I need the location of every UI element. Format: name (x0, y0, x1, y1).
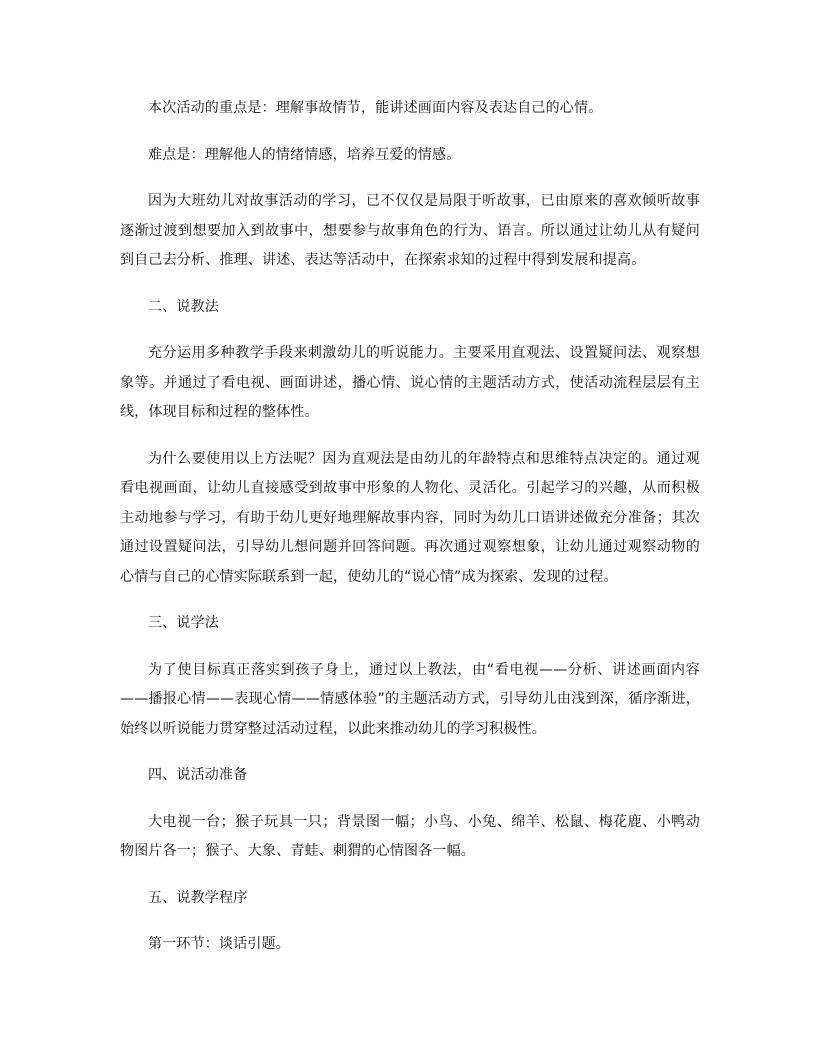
section-heading-teaching-method: 二、说教法 (148, 298, 219, 315)
teaching-method-paragraph: 充分运用多种教学手段来刺激幼儿的听说能力。主要采用直观法、设置疑问法、观察想象等。并通过了看电视、画面讲述，播心情、说心情的主题活动方式，使活动流程层层有主线，体现目标和过程的整体性。 (120, 345, 700, 420)
section-heading-procedure: 五、说教学程序 (148, 889, 248, 906)
learning-method-paragraph: 为了使目标真正落实到孩子身上，通过以上教法，由“看电视——分析、讲述画面内容——播报心情——表现心情——情感体验”的主题活动方式，引导幼儿由浅到深，循序渐进，始终以听说能力贯穿整过活动过程，以此来推动幼儿的学习积极性。 (120, 661, 700, 737)
key-points-paragraph: 本次活动的重点是：理解事故情节，能讲述画面内容及表达自己的心情。 (148, 100, 603, 116)
rationale-paragraph: 因为大班幼儿对故事活动的学习，已不仅仅是局限于听故事，已由原来的喜欢倾听故事逐渐过渡到想要加入到故事中，想要参与故事角色的行为、语言。所以通过让幼儿从有疑问到自己去分析、推理、讲述、表达等活动中，在探索求知的过程中得到发展和提高。 (120, 193, 700, 268)
difficulty-paragraph: 难点是：理解他人的情绪情感，培养互爱的情感。 (148, 146, 461, 163)
document-body (120, 94, 700, 977)
section-heading-learning-method: 三、说学法 (148, 615, 219, 631)
first-step-paragraph: 第一环节：谈话引题。 (148, 936, 290, 952)
preparation-paragraph: 大电视一台；猴子玩具一只；背景图一幅；小鸟、小兔、绵羊、松鼠、梅花鹿、小鸭动物图片各一；猴子、大象、青蛙、刺猬的心情图各一幅。 (120, 813, 700, 859)
method-reason-paragraph: 为什么要使用以上方法呢？因为直观法是由幼儿的年龄特点和思维特点决定的。通过观看电视画面，让幼儿直接感受到故事中形象的人物化、灵活化。引起学习的兴趣，从而积极主动地参与学习，有助于幼儿更好地理解故事内容，同时为幼儿口语讲述做充分准备；其次通过设置疑问法，引导幼儿想问题并回答问题。再次通过观察想象，让幼儿通过观察动物的心情与自己的心情实际联系到一起，使幼儿的“说心情”成为探索、发现的过程。 (120, 450, 700, 585)
section-heading-preparation: 四、说活动准备 (148, 767, 248, 783)
